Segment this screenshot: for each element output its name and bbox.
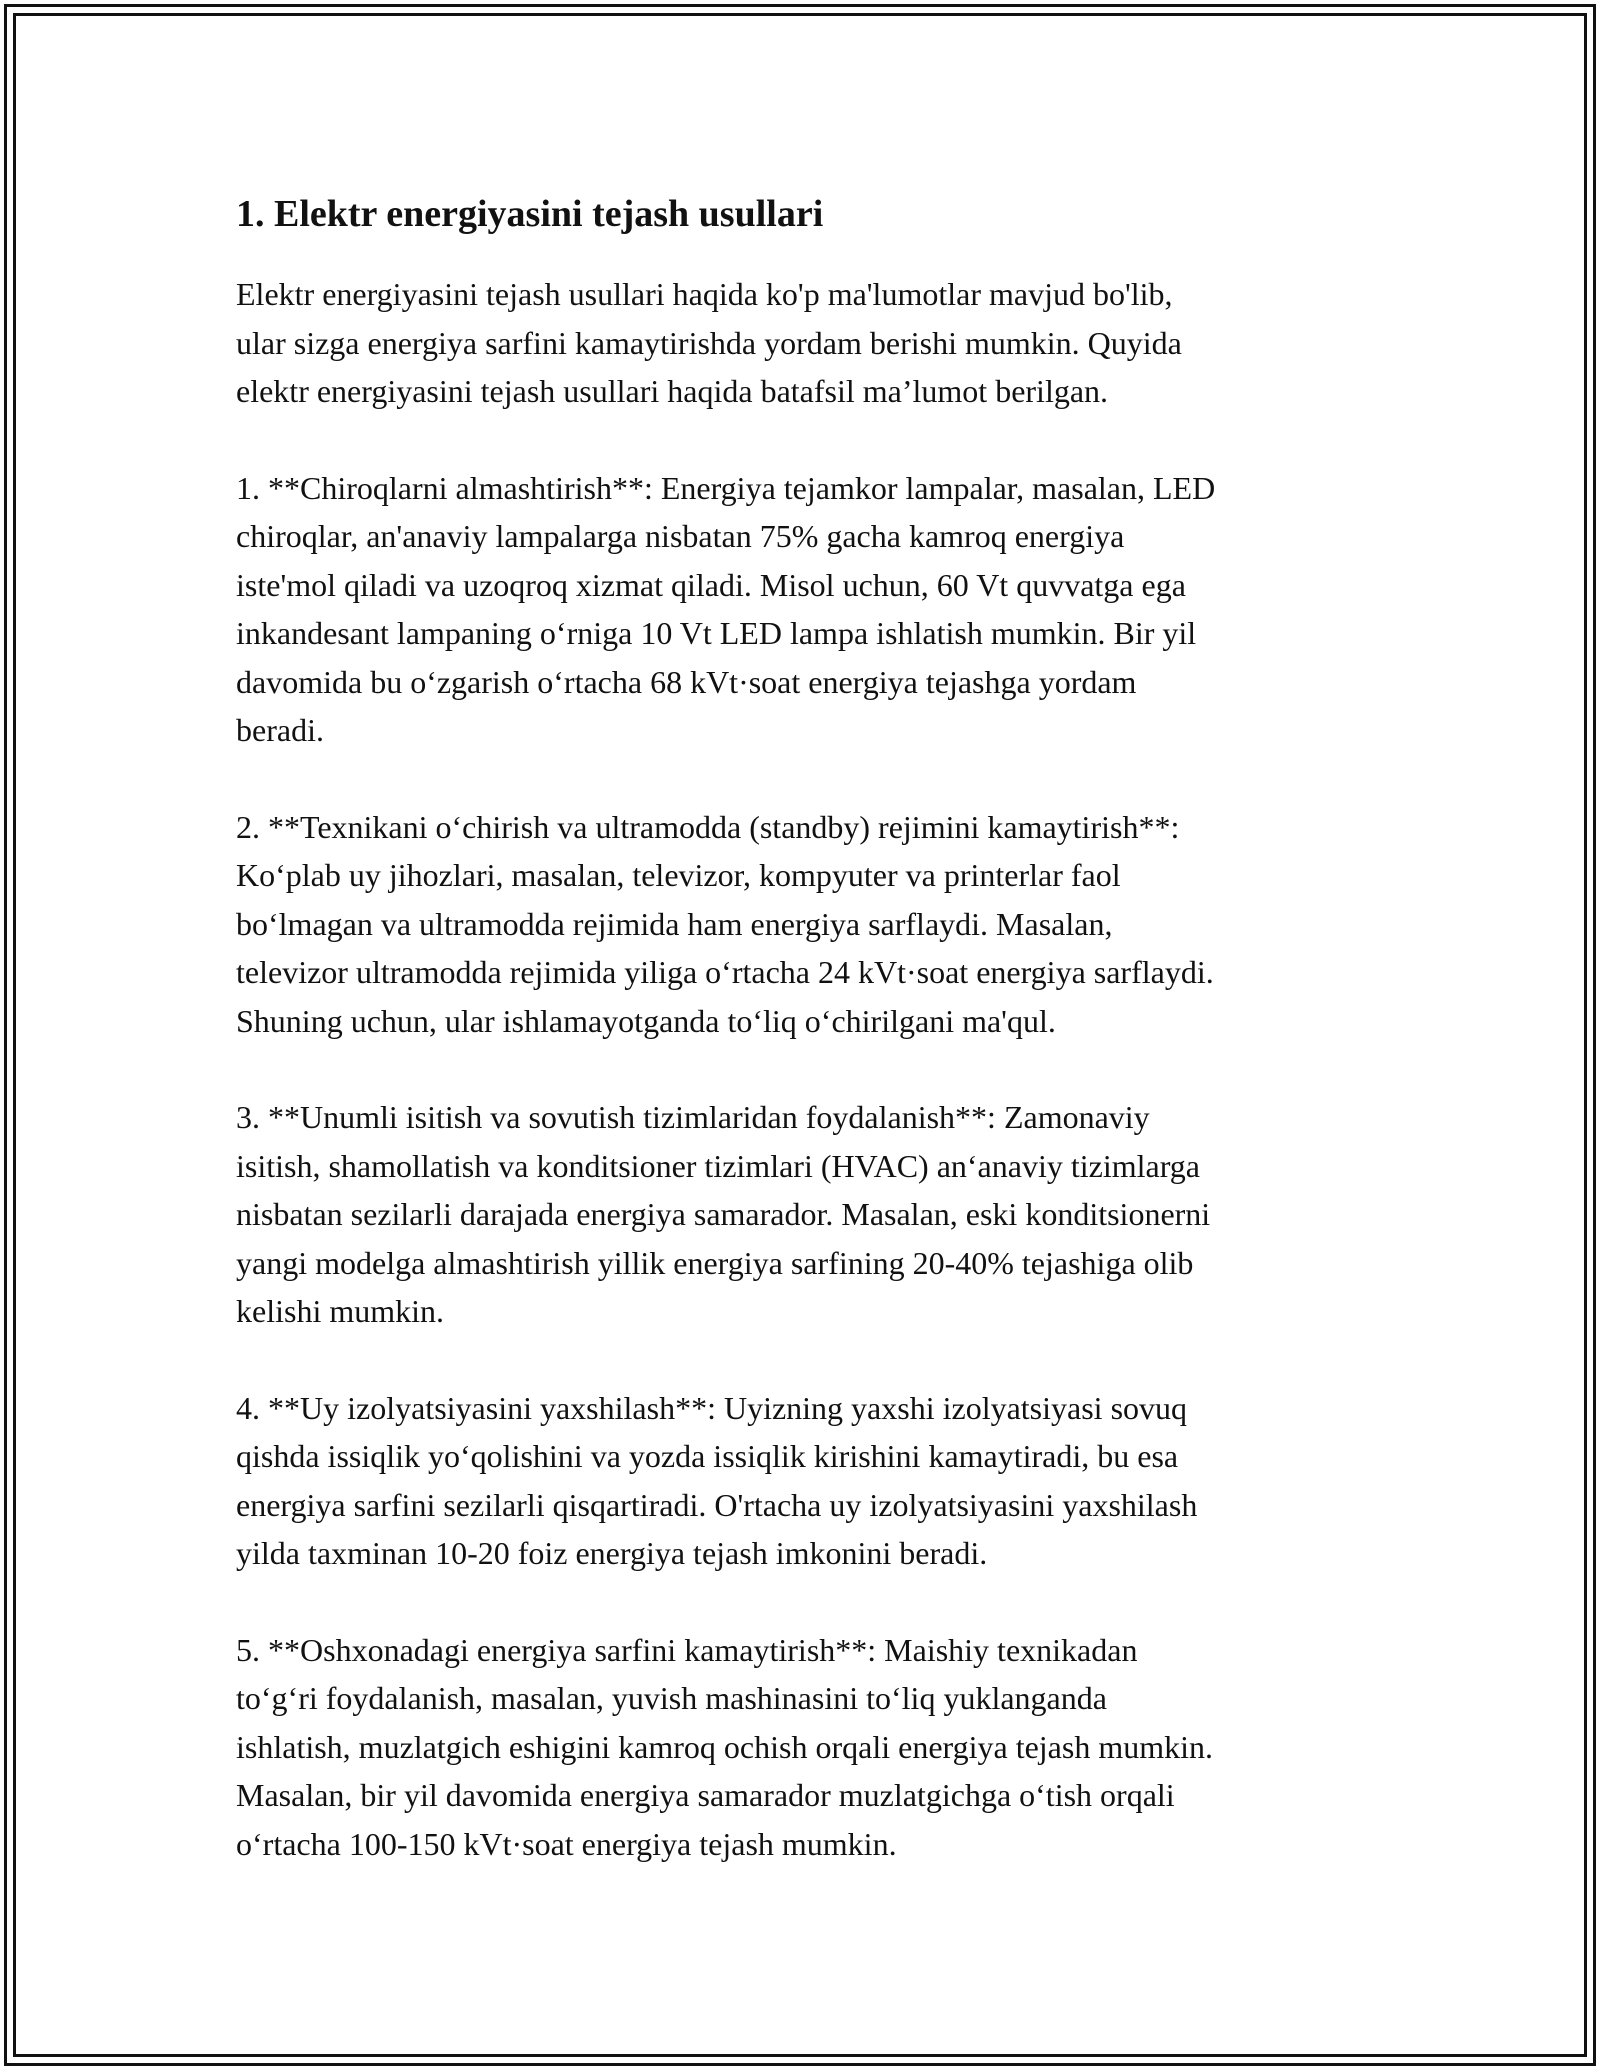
paragraph-line: toʻgʻri foydalanish, masalan, yuvish mashinasini toʻliq yuklanganda bbox=[236, 1680, 1107, 1716]
paragraph-line: 2. **Texnikani oʻchirish va ultramodda (standby) rejimini kamaytirish**: bbox=[236, 808, 1180, 845]
paragraph-line: televizor ultramodda rejimida yiliga oʻrtacha 24 kVt·soat energiya sarflaydi. bbox=[236, 954, 1214, 990]
list-item-standby bbox=[236, 803, 1376, 1046]
paragraph-line: 4. **Uy izolyatsiyasini yaxshilash**: Uyizning yaxshi izolyatsiyasi sovuq bbox=[236, 1389, 1188, 1426]
paragraph-line: yangi modelga almashtirish yillik energiya sarfining 20-40% tejashiga olib bbox=[236, 1244, 1194, 1281]
paragraph-line: Shuning uchun, ular ishlamayotganda toʻliq oʻchirilgani ma'qul. bbox=[236, 1002, 1056, 1039]
paragraph-line: yilda taxminan 10-20 foiz energiya tejash imkonini beradi. bbox=[236, 1535, 988, 1571]
list-item-insulation bbox=[236, 1384, 1376, 1578]
paragraph-line: davomida bu oʻzgarish oʻrtacha 68 kVt·soat energiya tejashga yordam bbox=[236, 663, 1137, 700]
paragraph-line: nisbatan sezilarli darajada energiya samarador. Masalan, eski konditsionerni bbox=[236, 1196, 1211, 1232]
paragraph-line: Koʻplab uy jihozlari, masalan, televizor, kompyuter va printerlar faol bbox=[236, 857, 1121, 893]
intro-paragraph bbox=[236, 270, 1376, 416]
paragraph-line: ular sizga energiya sarfini kamaytirishda yordam berishi mumkin. Quyida bbox=[236, 324, 1182, 361]
paragraph-line: ishlatish, muzlatgich eshigini kamroq ochish orqali energiya tejash mumkin. bbox=[236, 1728, 1213, 1765]
paragraph-line: boʻlmagan va ultramodda rejimida ham energiya sarflaydi. Masalan, bbox=[236, 905, 1113, 942]
paragraph-line: oʻrtacha 100-150 kVt·soat energiya tejash mumkin. bbox=[236, 1825, 897, 1862]
paragraph-line: isitish, shamollatish va konditsioner tizimlari (HVAC) anʻanaviy tizimlarga bbox=[236, 1147, 1200, 1184]
document-body bbox=[236, 186, 1376, 1916]
paragraph-line: qishda issiqlik yoʻqolishini va yozda issiqlik kirishini kamaytiradi, bu esa bbox=[236, 1438, 1179, 1474]
list-item-kitchen bbox=[236, 1626, 1376, 1869]
paragraph-line: inkandesant lampaning oʻrniga 10 Vt LED lampa ishlatish mumkin. Bir yil bbox=[236, 615, 1197, 651]
paragraph-line: 1. **Chiroqlarni almashtirish**: Energiya tejamkor lampalar, masalan, LED bbox=[236, 469, 1216, 506]
paragraph-line: Elektr energiyasini tejash usullari haqida ko'p ma'lumotlar mavjud bo'lib, bbox=[236, 276, 1173, 312]
paragraph-line: iste'mol qiladi va uzoqroq xizmat qiladi. Misol uchun, 60 Vt quvvatga ega bbox=[236, 566, 1186, 603]
list-item-lighting bbox=[236, 464, 1376, 755]
paragraph-line: kelishi mumkin. bbox=[236, 1293, 444, 1329]
document-title: 1. Elektr energiyasini tejash usullari bbox=[236, 193, 824, 235]
paragraph-line: chiroqlar, an'anaviy lampalarga nisbatan 75% gacha kamroq energiya bbox=[236, 518, 1125, 554]
paragraph-line: energiya sarfini sezilarli qisqartiradi. O'rtacha uy izolyatsiyasini yaxshilash bbox=[236, 1486, 1198, 1523]
paragraph-line: elektr energiyasini tejash usullari haqida batafsil ma’lumot berilgan. bbox=[236, 373, 1109, 409]
paragraph-line: 5. **Oshxonadagi energiya sarfini kamaytirish**: Maishiy texnikadan bbox=[236, 1631, 1138, 1668]
paragraph-line: Masalan, bir yil davomida energiya samarador muzlatgichga oʻtish orqali bbox=[236, 1777, 1175, 1813]
list-item-hvac bbox=[236, 1093, 1376, 1336]
paragraph-line: beradi. bbox=[236, 712, 324, 748]
paragraph-line: 3. **Unumli isitish va sovutish tizimlaridan foydalanish**: Zamonaviy bbox=[236, 1099, 1150, 1135]
